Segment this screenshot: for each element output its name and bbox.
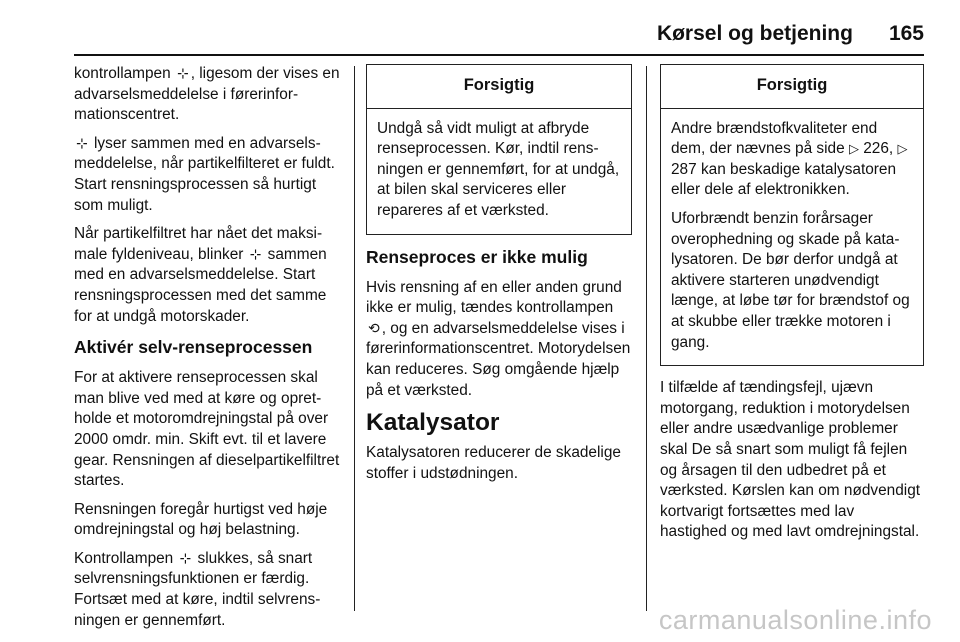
caution-box (366, 64, 632, 235)
caution-box (660, 64, 924, 366)
paragraph: Kontrollampen ⊹ slukkes, så snart selvrensningsfunktionen er færdig. Fortsæt med at køre, indtil selvrensningen er gennemført. (74, 549, 321, 629)
paragraph: Rensningen foregår hurtigst ved høje omdrejningstal og høj belastning. (74, 500, 328, 539)
column-divider-1 (354, 66, 355, 611)
caution-text: Undgå så vidt muligt at afbryde renseprocessen. Kør, indtil rensningen er gennemført, for at undgå, at bilen skal serviceres eller repareres af et værksted. (377, 119, 620, 219)
dpf-lamp-icon: ⊹ (249, 245, 262, 262)
page-number: 165 (888, 22, 924, 45)
dpf-lamp-icon: ⊹ (176, 65, 189, 81)
page-ref-link[interactable]: 226 (863, 140, 889, 158)
paragraph: Når partikelfiltret har nået det maksimale fyldeniveau, blinker ⊹ sammen med en advarselsmeddelelse. Start rensningsprocessen med det samme for at undgå motorskader. (74, 225, 327, 325)
paragraph: kontrollampen ⊹ , ligesom der vises en advarselsmeddelelse i førerinformationscentret. (74, 65, 340, 124)
column-divider-2 (646, 66, 647, 611)
caution-title: Forsigtig (661, 65, 923, 109)
chapter-heading: Katalysator (366, 409, 500, 437)
paragraph: Katalysatoren reducerer de skadelige stoffer i udstødningen. (366, 444, 621, 482)
paragraph: Hvis rensning af en eller anden grund ikke er mulig, tændes kontrollampen ⟲ , og en advarselsmeddelelse vises i førerinformationscentret. Motorydelsen kan reduceres. Søg omgående hjælp på et værksted. (366, 278, 631, 399)
page-ref-icon: ▷ (848, 141, 859, 157)
page-ref-icon: ▷ (897, 141, 908, 157)
page-title: Kørsel og betjening (656, 22, 853, 45)
dpf-lamp-icon: ⊹ (179, 549, 192, 566)
column-1 (74, 64, 342, 639)
column-2 (366, 64, 632, 492)
page-ref-link[interactable]: 287 (671, 160, 697, 178)
section-heading: Renseproces er ikke mulig (366, 246, 588, 267)
caution-text: Andre brændstofkvaliteter end dem, der nævnes på side ▷ 226, ▷ 287 kan beskadige katalysatoren eller dele af elektronikken. (671, 119, 908, 199)
paragraph: For at aktivere renseprocessen skal man blive ved med at køre og opretholde et motoromdrejningstal på over 2000 omdr. min. Skift evt. til et lavere gear. Rensningen af dieselpartikelfiltret startes. (74, 369, 340, 490)
page-header (36, 22, 924, 46)
column-3 (660, 64, 924, 551)
paragraph: I tilfælde af tændingsfejl, ujævn motorgang, reduktion i motorydelsen eller andre usædvanlige problemer skal De så snart som muligt få fejlen og årsagen til den udbedret på et værksted. Kørslen kan om nødvendigt kortvarigt fortsættes med lav hastighed og med lavt omdrejningstal. (660, 379, 921, 541)
header-rule (74, 54, 924, 56)
engine-lamp-icon: ⟲ (368, 319, 380, 336)
dpf-lamp-icon: ⊹ (76, 134, 88, 151)
watermark: carmanualsonline.info (658, 605, 932, 635)
paragraph: ⊹ lyser sammen med en advarselsmeddelelse, når partikelfilteret er fuldt. Start rensningsprocessen så hurtigt som muligt. (74, 134, 335, 214)
section-heading: Aktivér selv-renseprocessen (74, 337, 313, 358)
caution-text: Uforbrændt benzin forårsager overophedning og skade på katalysatoren. De bør derfor undgå at aktivere starteren unødvendigt længe, at løbe tør for brændstof og at skubbe eller trække motoren i gang. (671, 209, 910, 351)
caution-title: Forsigtig (367, 65, 631, 109)
